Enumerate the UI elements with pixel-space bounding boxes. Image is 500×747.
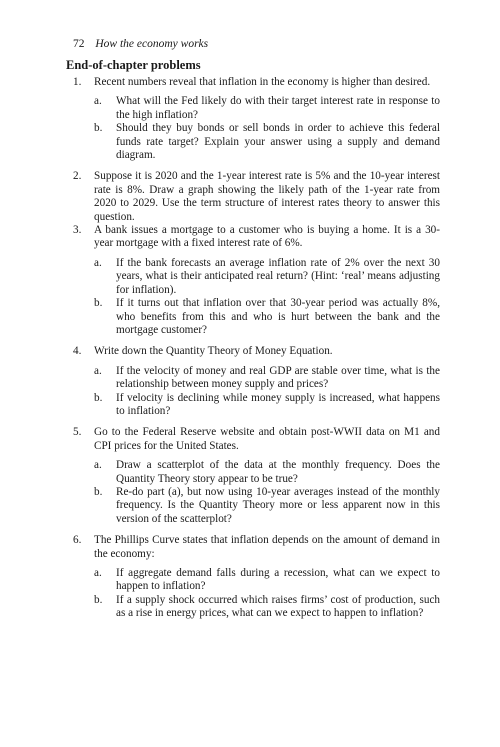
problem-5 bbox=[73, 426, 440, 453]
problem-1a bbox=[94, 95, 440, 122]
page-content bbox=[66, 37, 440, 621]
problem-1 bbox=[73, 76, 440, 89]
running-title: How the economy works bbox=[95, 38, 209, 50]
sub-text: If it turns out that inflation over that 30-year period was actually 8%, who benefits from this and who is hurt between the bank and the mortgage customer? bbox=[116, 297, 440, 336]
problem-3 bbox=[73, 224, 440, 251]
sub-letter: a. bbox=[94, 364, 102, 377]
problem-number: 4. bbox=[73, 345, 82, 358]
sub-letter: b. bbox=[94, 391, 103, 404]
sub-text: If a supply shock occurred which raises firms’ cost of production, such as a rise in energy prices, what can we expect to happen to inflation? bbox=[116, 593, 440, 620]
sub-letter: a. bbox=[94, 95, 102, 108]
problem-number: 5. bbox=[73, 426, 82, 439]
problem-1b bbox=[94, 122, 440, 162]
sub-text: Draw a scatterplot of the data at the monthly frequency. Does the Quantity Theory story appear to be true? bbox=[116, 459, 440, 485]
sub-text: If aggregate demand falls during a recession, what can we expect to happen to inflation? bbox=[116, 567, 440, 593]
sub-letter: a. bbox=[94, 567, 102, 579]
problem-number: 1. bbox=[73, 76, 82, 88]
problem-4 bbox=[73, 345, 440, 358]
page-number: 72 bbox=[73, 38, 85, 50]
problem-4a bbox=[94, 365, 440, 392]
sub-text: If velocity is declining while money supply is increased, what happens to inflation? bbox=[116, 391, 440, 417]
running-head bbox=[73, 37, 440, 51]
sub-letter: a. bbox=[94, 256, 102, 269]
sub-text: Re-do part (a), but now using 10-year averages instead of the monthly frequency. Is the Quantity Theory more or less apparent now in this version of the scatterplot? bbox=[116, 485, 440, 525]
sub-text: Should they buy bonds or sell bonds in order to achieve this federal funds rate target? Explain your answer using a supply and demand diagram. bbox=[116, 122, 440, 162]
problem-6 bbox=[73, 534, 440, 561]
problem-text: Recent numbers reveal that inflation in the economy is higher than desired. bbox=[94, 76, 431, 88]
problem-number: 3. bbox=[73, 224, 82, 237]
problem-number: 6. bbox=[73, 534, 82, 547]
problem-text: Go to the Federal Reserve website and obtain post-WWII data on M1 and CPI prices for the United States. bbox=[94, 426, 440, 452]
problem-5b bbox=[94, 486, 440, 526]
problem-text: Suppose it is 2020 and the 1-year interest rate is 5% and the 10-year interest rate is 8%. Draw a graph showing the likely path of the 1-year rate from 2020 to 2029. Use the term structure of interest rates theory to answer this question. bbox=[94, 170, 440, 223]
problem-2 bbox=[73, 170, 440, 224]
sub-text: What will the Fed likely do with their target interest rate in response to the high inflation? bbox=[116, 95, 440, 121]
problem-3b bbox=[94, 297, 440, 337]
problem-3a bbox=[94, 257, 440, 297]
sub-letter: b. bbox=[94, 593, 103, 606]
sub-text: If the bank forecasts an average inflation rate of 2% over the next 30 years, what is their anticipated real return? (Hint: ‘real’ means adjusting for inflation). bbox=[116, 256, 440, 296]
problem-5a bbox=[94, 459, 440, 486]
sub-letter: b. bbox=[94, 122, 103, 135]
sub-letter: a. bbox=[94, 459, 102, 472]
problem-4b bbox=[94, 392, 440, 419]
section-title: End-of-chapter problems bbox=[66, 58, 201, 72]
sub-text: If the velocity of money and real GDP are stable over time, what is the relationship between money supply and prices? bbox=[116, 364, 440, 391]
problem-number: 2. bbox=[73, 170, 82, 183]
problem-text: Write down the Quantity Theory of Money Equation. bbox=[94, 345, 333, 358]
problem-6b bbox=[94, 594, 440, 621]
sub-letter: b. bbox=[94, 485, 103, 498]
problem-6a bbox=[94, 567, 440, 594]
problem-text: A bank issues a mortgage to a customer who is buying a home. It is a 30-year mortgage with a fixed interest rate of 6%. bbox=[94, 224, 440, 250]
sub-letter: b. bbox=[94, 297, 103, 310]
problem-text: The Phillips Curve states that inflation depends on the amount of demand in the economy: bbox=[94, 534, 440, 560]
